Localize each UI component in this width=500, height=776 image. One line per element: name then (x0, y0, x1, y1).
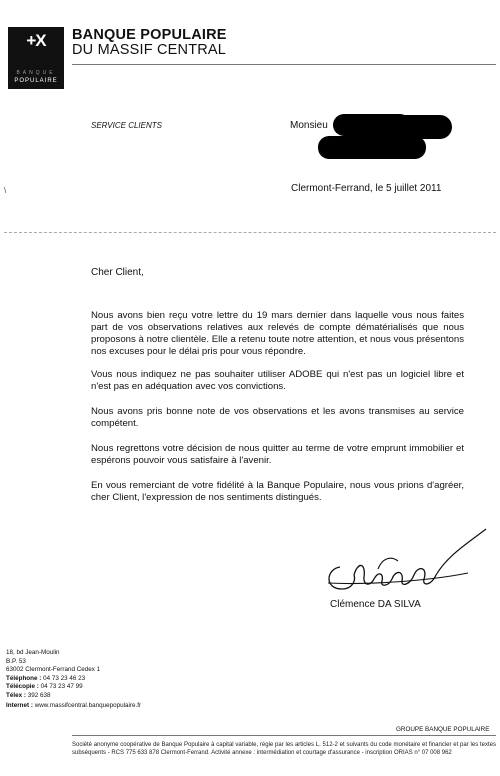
telex-label: Télex : (6, 691, 26, 699)
bank-name-line1: BANQUE POPULAIRE (72, 27, 227, 43)
service-label: SERVICE CLIENTS (91, 121, 162, 130)
bank-name-line2: DU MASSIF CENTRAL (72, 42, 227, 58)
phone-label: Téléphone : (6, 674, 42, 682)
address-po-box: B.P. 53 (6, 657, 26, 665)
logo-caption-populaire: POPULAIRE (14, 78, 58, 84)
fax-line (6, 683, 83, 692)
footer-divider (72, 735, 496, 736)
paragraph: Nous avons bien reçu votre lettre du 19 mars dernier dans laquelle vous nous faites part de vos observations relatives aux relevés de compte dématérialisés que nous proposons à notre clientèle. Elle a retenu toute notre attention, et nous vous présentons nos excuses pour le délai pris pour vous répondre. (91, 310, 464, 357)
margin-mark: \ (4, 186, 7, 195)
legal-notice: Société anonyme coopérative de Banque Populaire à capital variable, régie par les articles L. 512-2 et suivants du code monétaire et financier et par les textes subséquents - RCS 775 633 878 Clermont-Ferrand. Activité annexe : intermédiation et courtage d'assurance - inscription ORIAS n° 07 008 962 (72, 742, 496, 757)
telex-value: 392 638 (27, 691, 51, 699)
paragraph: En vous remerciant de votre fidélité à la Banque Populaire, nous vous prions d'agréer, cher Client, l'expression de nos sentiments distingués. (91, 480, 464, 503)
logo-mark: +X (26, 31, 46, 50)
redaction-mark (318, 136, 426, 159)
group-name: GROUPE BANQUE POPULAIRE (396, 726, 490, 733)
paragraph: Vous nous indiquez ne pas souhaiter utiliser ADOBE qui n'est pas un logiciel libre et n'est pas en adéquation avec vos convictions. (91, 369, 464, 392)
logo-caption-banque: BANQUE (16, 70, 56, 76)
signatory-name: Clémence DA SILVA (330, 599, 421, 610)
paragraph: Nous regrettons votre décision de nous quitter au terme de votre emprunt immobilier et espérons pouvoir vous satisfaire à l'avenir. (91, 443, 464, 466)
telex-line (6, 692, 50, 701)
address-city: 63002 Clermont-Ferrand Cedex 1 (6, 666, 101, 673)
internet-label: Internet : (6, 702, 33, 709)
fax-value: 04 73 23 47 99 (40, 683, 83, 690)
phone-value: 04 73 23 46 23 (43, 674, 86, 682)
fax-label: Télécopie : (6, 683, 39, 690)
recipient-name: Monsieu (290, 120, 328, 131)
phone-line (6, 675, 85, 684)
salutation: Cher Client, (91, 267, 144, 278)
internet-line (6, 702, 141, 711)
handwritten-signature (318, 525, 488, 595)
place-date: Clermont-Ferrand, le 5 juillet 2011 (291, 183, 442, 194)
address-street: 18, bd Jean-Moulin (6, 649, 60, 656)
internet-value: www.massifcentral.banquepopulaire.fr (34, 702, 142, 709)
paragraph: Nous avons pris bonne note de vos observations et les avons transmises au service compétent. (91, 406, 464, 429)
header-divider (72, 64, 496, 65)
fold-line (4, 232, 496, 233)
